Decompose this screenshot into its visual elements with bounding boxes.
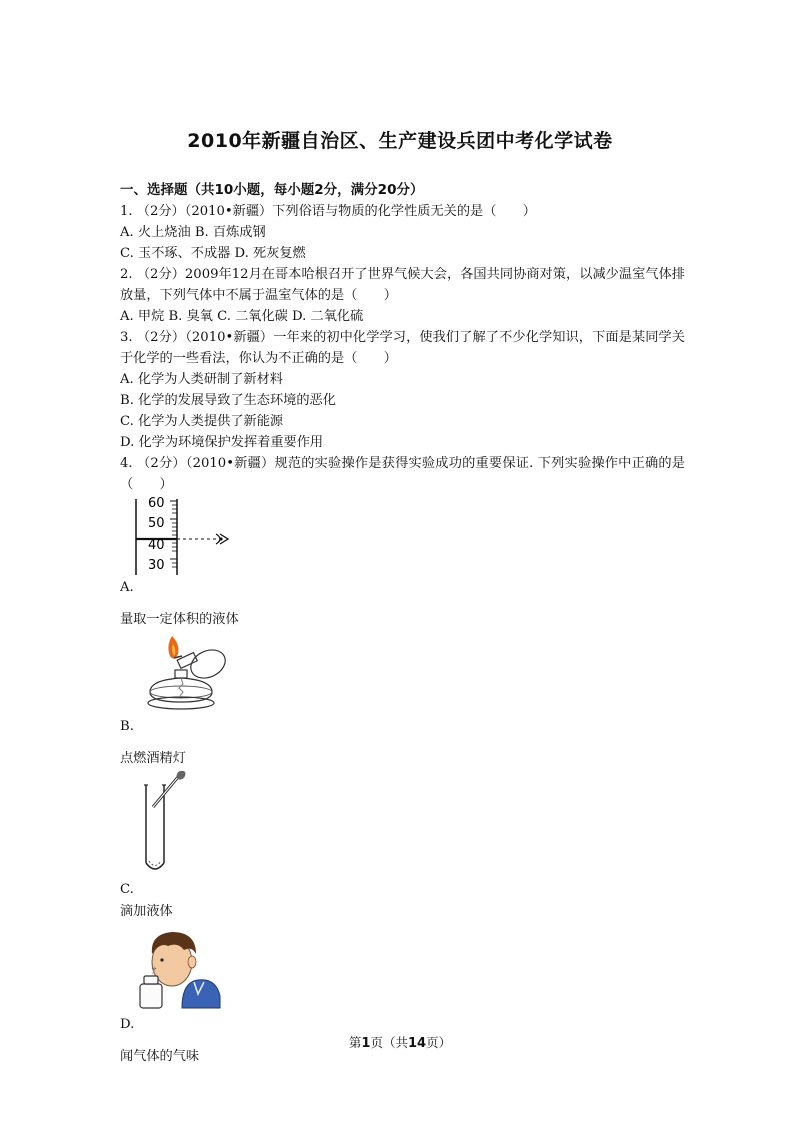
eye-icon (219, 537, 222, 540)
q3-option-c: C. 化学为人类提供了新能源 (120, 414, 284, 429)
footer-page-number: 1 (361, 1036, 371, 1051)
q4-option-c-caption: 滴加液体 (120, 904, 173, 919)
q1-stem: 1. （2分）（2010•新疆）下列俗语与物质的化学性质无关的是（ ） (120, 204, 536, 219)
graduated-cylinder-figure (120, 497, 240, 577)
exam-content (120, 180, 685, 1067)
q3-option-a: A. 化学为人类研制了新材料 (120, 372, 283, 387)
q3-option-b: B. 化学的发展导致了生态环境的恶化 (120, 393, 336, 408)
footer-prefix: 第 (348, 1035, 362, 1050)
q1-options-cd: C. 玉不琢、不成器 D. 死灰复燃 (120, 246, 306, 261)
page-footer (0, 1033, 800, 1051)
dropper-test-tube-figure (120, 771, 240, 879)
footer-suffix: 页） (426, 1035, 452, 1050)
q4-option-a-label: A. (120, 580, 134, 595)
q3-option-d: D. 化学为环境保护发挥着重要作用 (120, 435, 324, 450)
cylinder-mark-50: 50 (148, 516, 165, 531)
gas-bottle (140, 984, 162, 1008)
q4-option-b-caption: 点燃酒精灯 (120, 751, 186, 766)
section-heading: 一、选择题（共10小题，每小题2分，满分20分） (120, 182, 424, 198)
smelling-gas-figure (120, 924, 240, 1014)
q4-option-a-caption: 量取一定体积的液体 (120, 612, 239, 627)
q4-stem: 4. （2分）（2010•新疆）规范的实验操作是获得实验成功的重要保证. 下列实验操作中正确的是（ ） (120, 456, 685, 492)
q4-option-c-label: C. (120, 882, 134, 897)
q4-option-d-caption: 闻气体的气味 (120, 1049, 200, 1064)
cylinder-mark-60: 60 (148, 497, 165, 511)
footer-total-pages: 14 (407, 1036, 427, 1051)
q4-option-b-label: B. (120, 719, 134, 734)
cylinder-mark-30: 30 (148, 558, 165, 573)
q2-stem: 2. （2分）2009年12月在哥本哈根召开了世界气候大会，各国共同协商对策，以减少温室气体排放量，下列气体中不属于温室气体的是（ ） (120, 267, 685, 303)
q4-option-d-label: D. (120, 1017, 135, 1032)
q3-stem: 3. （2分）（2010•新疆）一年来的初中化学学习，使我们了解了不少化学知识，下面是某同学关于化学的一些看法，你认为不正确的是（ ） (120, 330, 685, 366)
page-title: 2010年新疆自治区、生产建设兵团中考化学试卷 (187, 130, 613, 152)
q2-options: A. 甲烷 B. 臭氧 C. 二氧化碳 D. 二氧化硫 (120, 309, 364, 324)
alcohol-lamp-figure (120, 632, 240, 716)
q1-options-ab: A. 火上烧油 B. 百炼成钢 (120, 225, 266, 240)
cylinder-mark-40: 40 (148, 538, 165, 553)
footer-middle: 页（共 (370, 1035, 408, 1050)
